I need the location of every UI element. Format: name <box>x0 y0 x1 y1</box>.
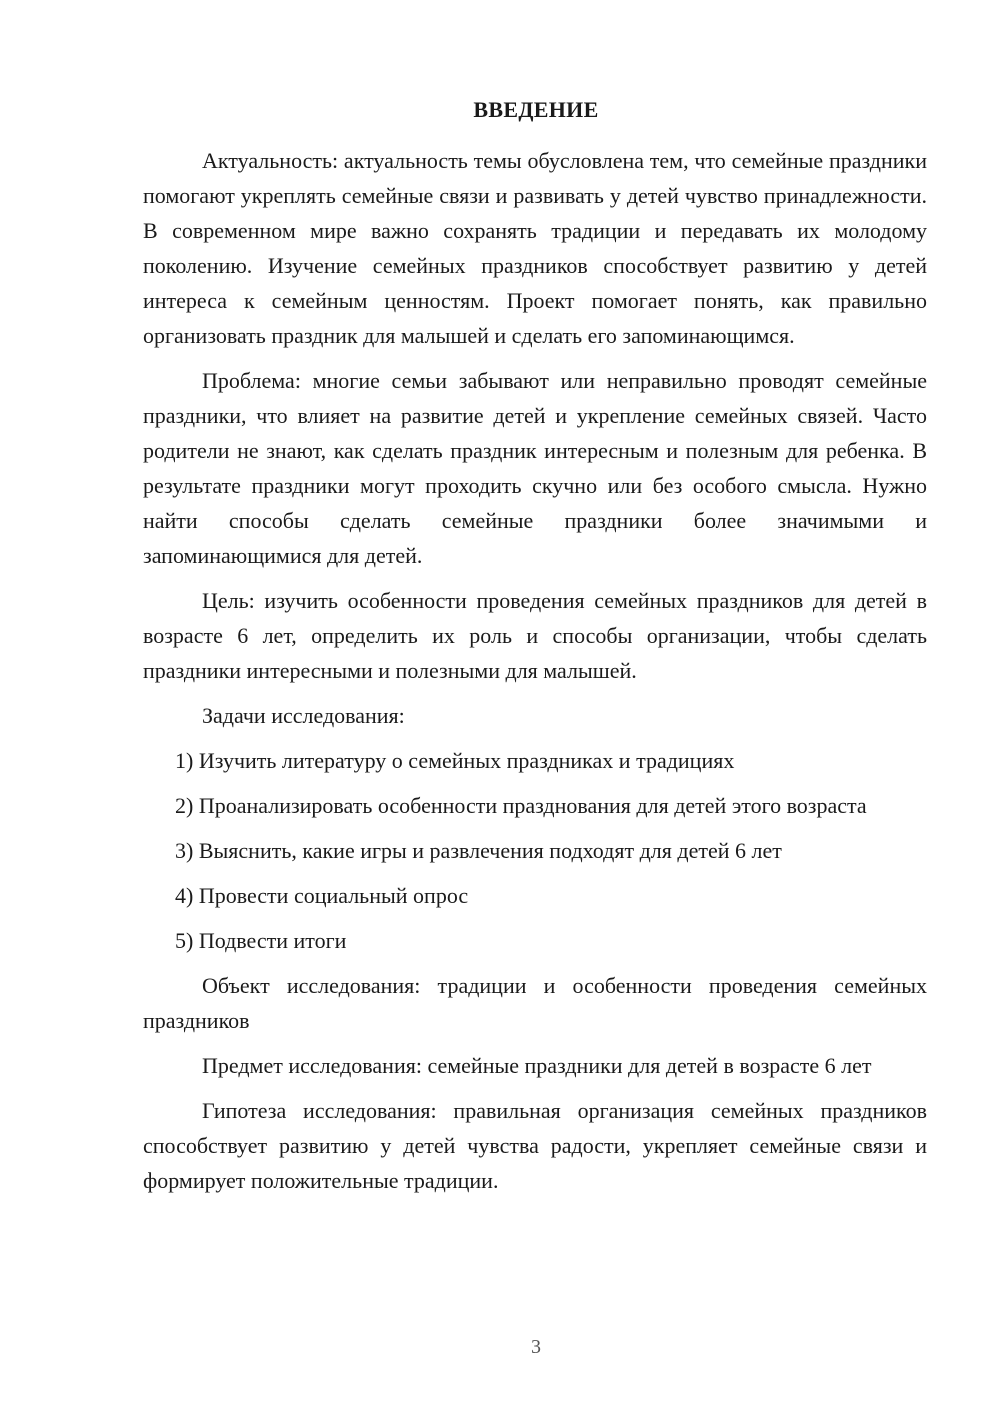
page-number: 3 <box>531 1336 541 1358</box>
tasks-heading: Задачи исследования: <box>202 703 405 728</box>
task-item-1: 1) Изучить литературу о семейных праздниках и традициях <box>175 748 735 773</box>
problem-paragraph: Проблема: многие семьи забывают или неправильно проводят семейные праздники, что влияет на развитие детей и укрепление семейных связей. Часто родители не знают, как сделать праздник интересным и полезным для ребенка. В результате праздники могут проходить скучно или без особого смысла. Нужно найти способы сделать семейные праздники более значимыми и запоминающимися для детей. <box>143 368 927 568</box>
object-paragraph: Объект исследования: традиции и особенности проведения семейных праздников <box>143 973 927 1033</box>
section-title: ВВЕДЕНИЕ <box>473 97 599 122</box>
subject-paragraph: Предмет исследования: семейные праздники для детей в возрасте 6 лет <box>202 1053 872 1078</box>
document-body <box>143 143 927 1208</box>
task-item-4: 4) Провести социальный опрос <box>175 883 469 908</box>
goal-paragraph: Цель: изучить особенности проведения семейных праздников для детей в возрасте 6 лет, определить их роль и способы организации, чтобы сделать праздники интересными и полезными для малышей. <box>143 588 927 683</box>
relevance-paragraph: Актуальность: актуальность темы обусловлена тем, что семейные праздники помогают укреплять семейные связи и развивать у детей чувство принадлежности. В современном мире важно сохранять традиции и передавать их молодому поколению. Изучение семейных праздников способствует развитию у детей интереса к семейным ценностям. Проект помогает понять, как правильно организовать праздник для малышей и сделать его запоминающимся. <box>143 148 927 348</box>
task-item-3: 3) Выяснить, какие игры и развлечения подходят для детей 6 лет <box>175 838 782 863</box>
task-item-2: 2) Проанализировать особенности празднования для детей этого возраста <box>175 793 867 818</box>
task-item-5: 5) Подвести итоги <box>175 928 347 953</box>
hypothesis-paragraph: Гипотеза исследования: правильная организация семейных праздников способствует развитию у детей чувства радости, укрепляет семейные связи и формирует положительные традиции. <box>143 1098 927 1193</box>
